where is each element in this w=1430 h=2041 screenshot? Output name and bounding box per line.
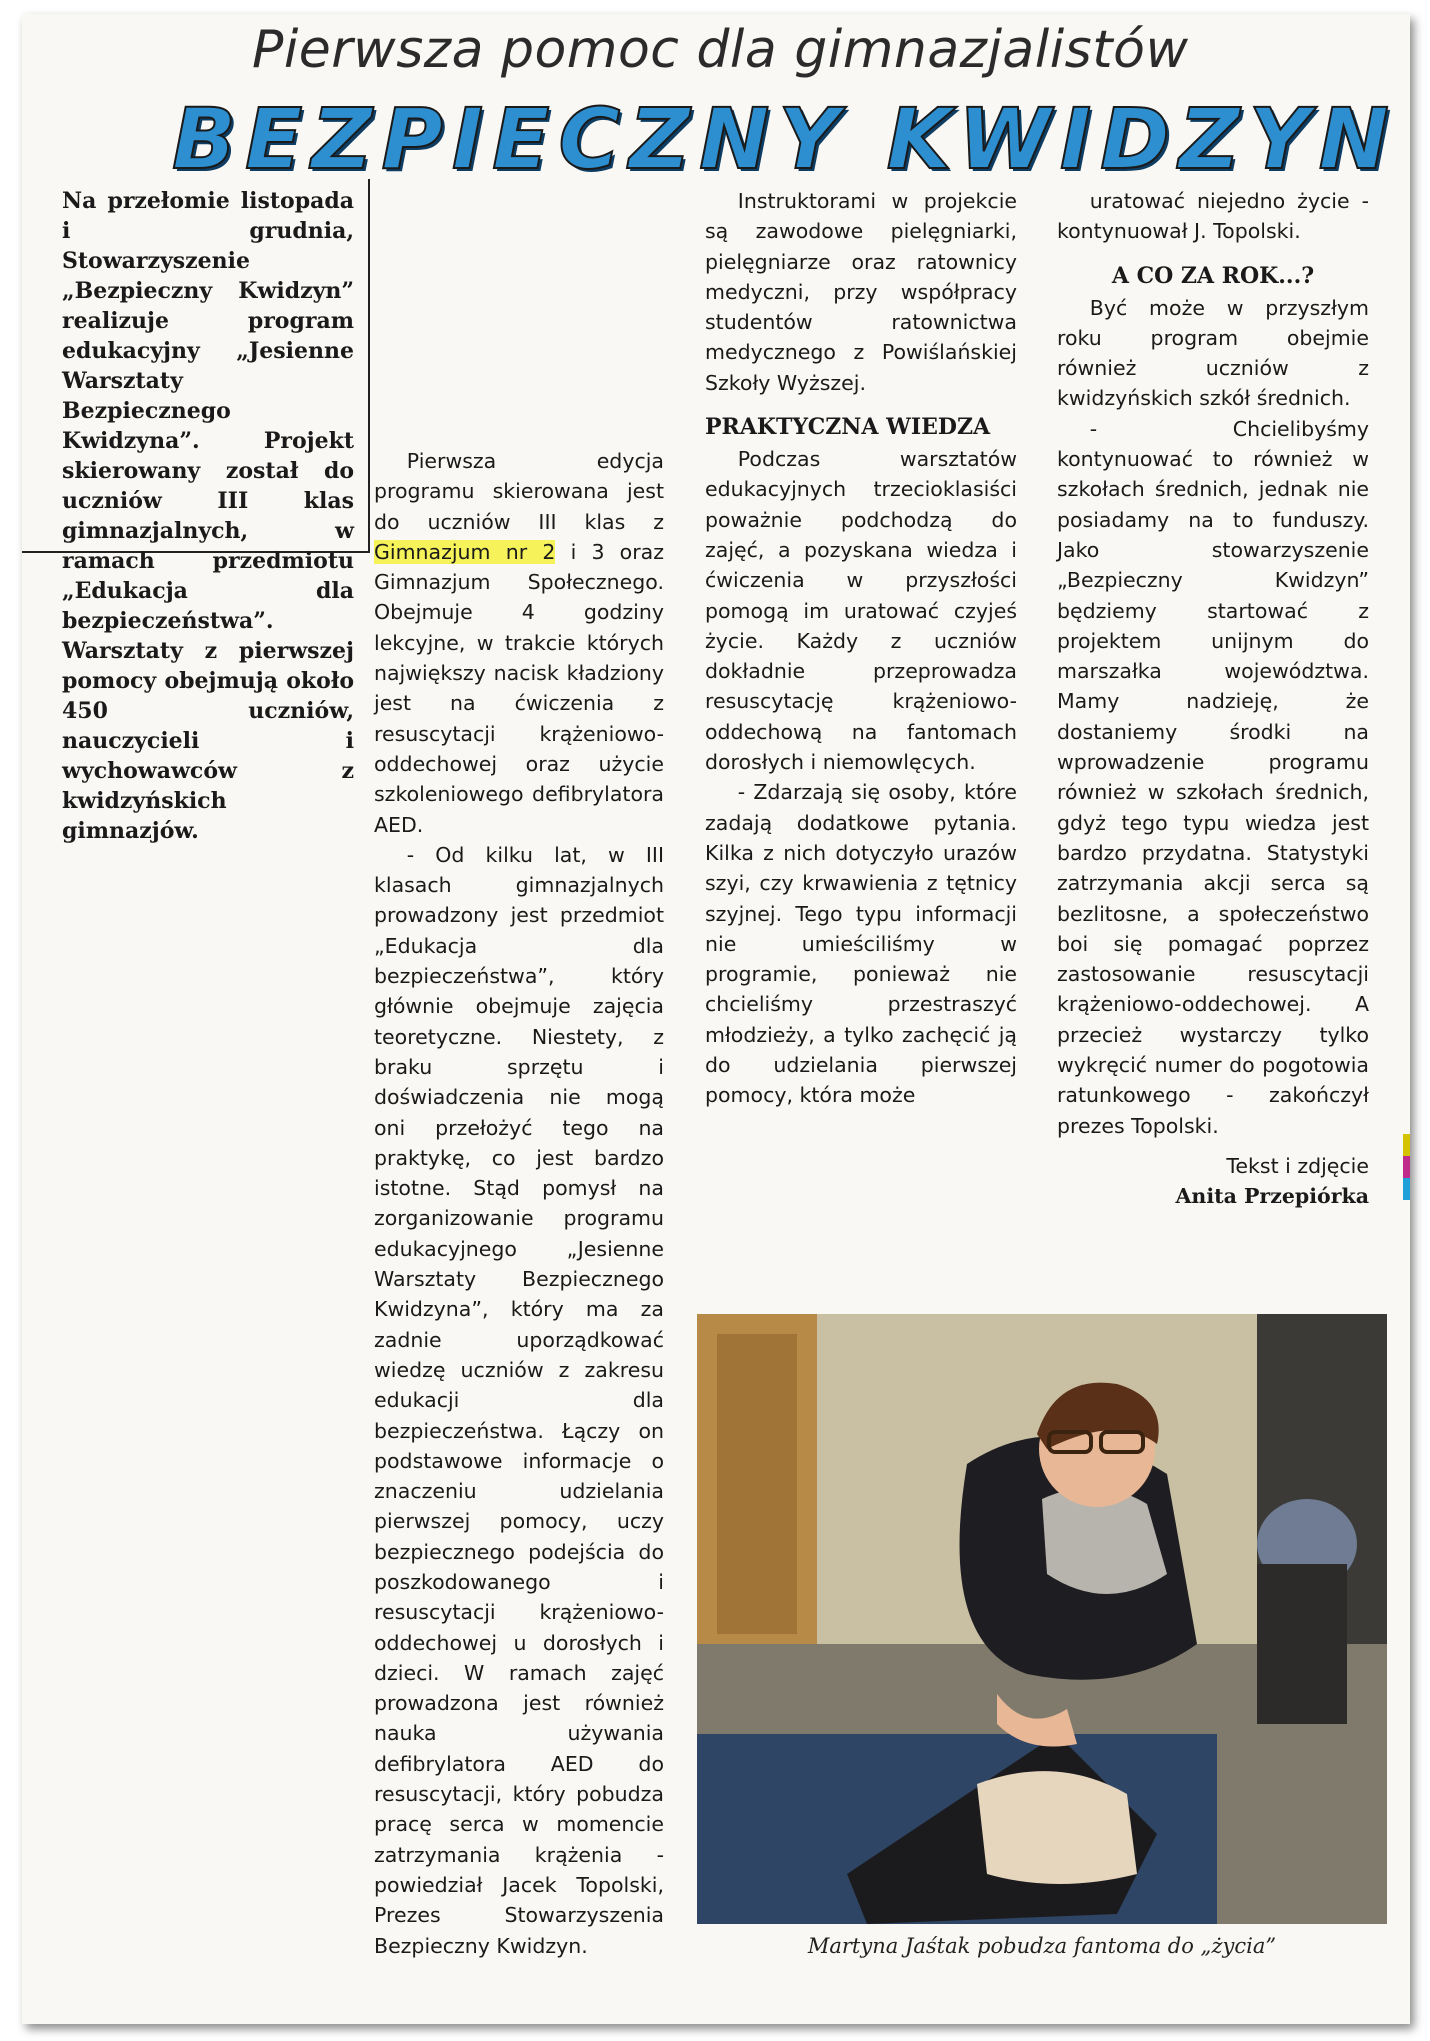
col4-paragraph-1: uratować niejedno życie - kontynuował J. Topolski.: [1057, 189, 1369, 244]
credit-label: Tekst i zdjęcie: [1226, 1153, 1369, 1178]
article-photo: [697, 1314, 1387, 1924]
col2-paragraph-1: [374, 446, 664, 840]
column-2: [374, 446, 664, 1961]
article-headline: BEZPIECZNY KWIDZYN: [172, 90, 1398, 188]
highlighted-school-name: Gimnazjum nr 2: [374, 539, 556, 564]
credit-author: Anita Przepiórka: [1175, 1183, 1369, 1208]
newspaper-clipping: [22, 14, 1410, 2024]
col2-paragraph-2: - Od kilku lat, w III klasach gimnazjalnych prowadzony jest przedmiot „Edukacja dla bezpieczeństwa”, który głównie obejmuje zajęcia teoretyczne. Niestety, z braku sprzętu i doświadczenia nie mogą oni przełożyć tego na praktykę, co jest bardzo istotne. Stąd pomysł na zorganizowanie programu edukacyjnego „Jesienne Warsztaty Bezpiecznego Kwidzyna”, który ma za zadnie uporządkować wiedzę uczniów z zakresu edukacji dla bezpieczeństwa. Łączy on podstawowe informacje o znaczeniu udzielania pierwszej pomocy, uczy bezpiecznego podejścia do poszkodowanego i resuscytacji krążeniowo-oddechowej u dorosłych i dzieci. W ramach zajęć prowadzona jest również nauka używania defibrylatora AED do resuscytacji, który pobudza pracę serca w momencie zatrzymania krążenia - powiedział Jacek Topolski, Prezes Stowarzyszenia Bezpieczny Kwidzyn.: [374, 842, 664, 1958]
subheading-a-co-za-rok: A CO ZA ROK...?: [1111, 262, 1315, 289]
print-color-marks: [1403, 1134, 1410, 1200]
column-4: [1057, 186, 1369, 1211]
lead-paragraph: [62, 186, 354, 846]
col2-p1-text-b: i 3 oraz Gimnazjum Społecznego. Obejmuje 4 godziny lekcyjne, w trakcie których największy nacisk kładziony jest na ćwiczenia z resuscytacji krążeniowo-oddechowej oraz użycie szkoleniowego defibrylatora AED.: [374, 539, 664, 837]
col3-paragraph-1: Instruktorami w projekcie są zawodowe pielęgniarki, pielęgniarze oraz ratownicy medyczni, przy współpracy studentów ratownictwa medycznego z Powiślańskiej Szkoły Wyższej.: [705, 189, 1017, 395]
column-3: [705, 186, 1017, 1111]
col4-paragraph-3: - Chcielibyśmy kontynuować to również w szkołach średnich, jednak nie posiadamy na to funduszy. Jako stowarzyszenie „Bezpieczny Kwidzyn” będziemy startować z projektem unijnym do marszałka województwa. Mamy nadzieję, że dostaniemy środki na wprowadzenie programu również w szkołach średnich, gdyż tego typu wiedza jest bardzo przydatna. Statystyki zatrzymania akcji serca są bezlitosne, a społeczeństwo boi się pomagać poprzez zastosowanie resuscytacji krążeniowo-oddechowej. A przecież wystarczy tylko wykręcić numer do pogotowia ratunkowego - zakończył prezes Topolski.: [1057, 416, 1369, 1138]
article-kicker: Pierwsza pomoc dla gimnazjalistów: [252, 20, 1189, 80]
col3-paragraph-3: - Zdarzają się osoby, które zadają dodatkowe pytania. Kilka z nich dotyczyło urazów szyi, czy krwawienia z tętnicy szyjnej. Tego typu informacji nie umieściliśmy w programie, ponieważ nie chcieliśmy przestraszyć młodzieży, a tylko zachęcić ją do udzielania pierwszej pomocy, która może: [705, 780, 1017, 1108]
lead-text: Na przełomie listopada i grudnia, Stowarzyszenie „Bezpieczny Kwidzyn” realizuje program edukacyjny „Jesienne Warsztaty Bezpiecznego Kwidzyna”. Projekt skierowany został do uczniów III klas gimnazjalnych, w ramach przedmiotu „Edukacja dla bezpieczeństwa”. Warsztaty z pierwszej pomocy obejmują około 450 uczniów, nauczycieli i wychowawców z kwidzyńskich gimnazjów.: [62, 188, 354, 844]
col2-p1-text-a: Pierwsza edycja programu skierowana jest do uczniów III klas z: [374, 449, 664, 534]
col4-paragraph-2: Być może w przyszłym roku program obejmie również uczniów z kwidzyńskich szkół średnich.: [1057, 295, 1369, 411]
credit-block: [1057, 1151, 1369, 1211]
photo-illustration: [697, 1314, 1387, 1924]
col3-paragraph-2: Podczas warsztatów edukacyjnych trzecioklasiści poważnie podchodzą do zajęć, a pozyskana wiedza i ćwiczenia w przyszłości pomogą im uratować czyjeś życie. Każdy z uczniów dokładnie przeprowadza resuscytację krążeniowo-oddechową na fantomach dorosłych i niemowlęcych.: [705, 447, 1017, 775]
subheading-praktyczna-wiedza: PRAKTYCZNA WIEDZA: [705, 414, 991, 441]
photo-caption: Martyna Jaśtak pobudza fantoma do „życia”: [807, 1934, 1277, 1958]
